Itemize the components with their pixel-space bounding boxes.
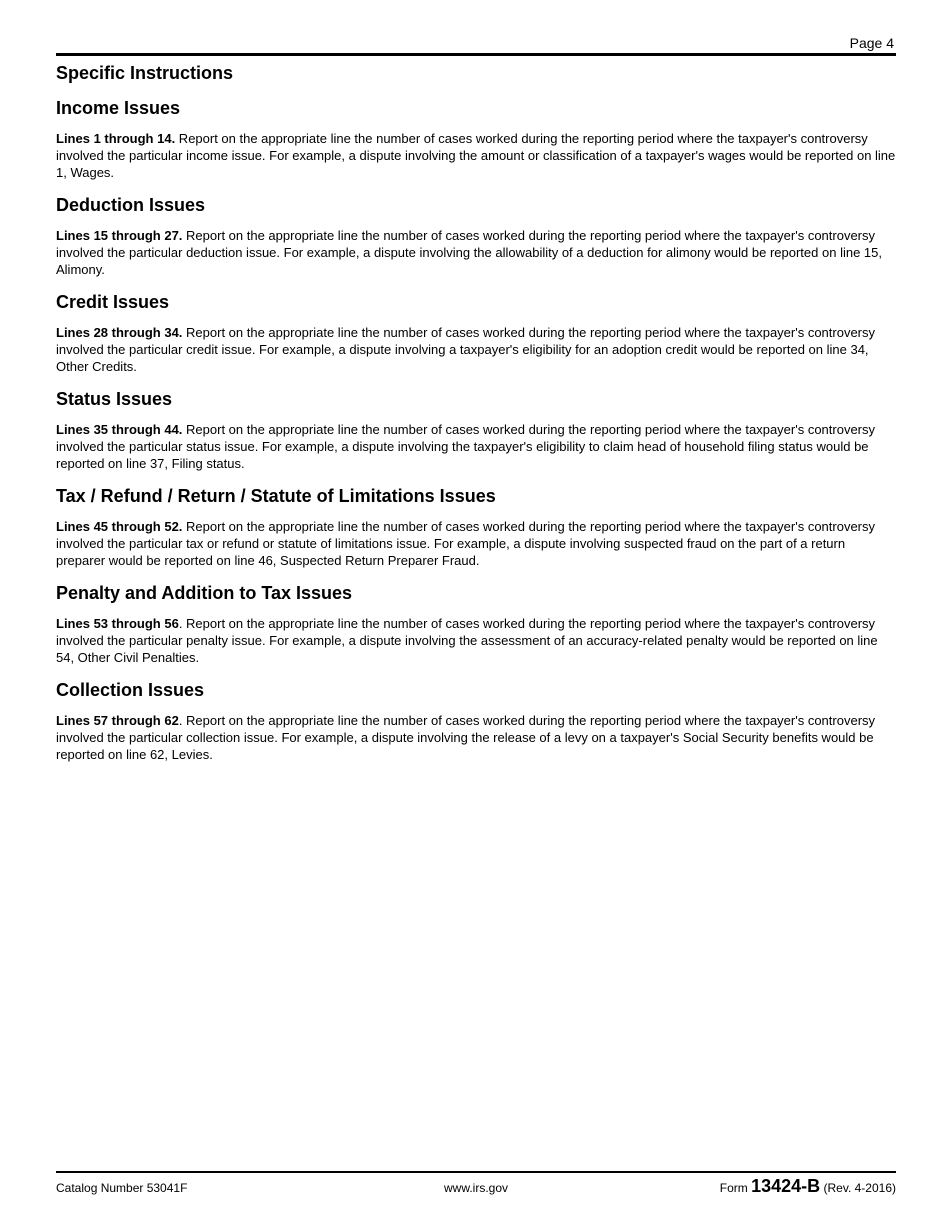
- form-number: 13424-B: [751, 1176, 821, 1196]
- website-link[interactable]: www.irs.gov: [443, 1181, 508, 1195]
- section-title: Penalty and Addition to Tax Issues: [56, 583, 353, 603]
- bottom-rule: [56, 1171, 896, 1173]
- section-collection-issues: [56, 679, 896, 763]
- section-credit-issues: [56, 291, 896, 375]
- section-penalty-issues: [56, 582, 896, 666]
- section-text: Report on the appropriate line the number of cases worked during the reporting period where the taxpayer's controversy involved the particular status issue. For example, a dispute involving the taxpayer's eligibility to claim head of household filing status would be reported on line 37, Filing status.: [56, 422, 876, 471]
- lines-label: Lines 1 through 14.: [56, 131, 176, 146]
- section-text: Report on the appropriate line the number of cases worked during the reporting period where the taxpayer's controversy involved the particular credit issue. For example, a dispute involving a taxpayer's eligibility for an adoption credit would be reported on line 34, Other Credits.: [56, 325, 876, 374]
- lines-label: Lines 53 through 56: [56, 616, 179, 631]
- section-paragraph: [56, 130, 896, 181]
- lines-label: Lines 35 through 44.: [56, 422, 183, 437]
- section-title: Tax / Refund / Return / Statute of Limitations Issues: [56, 486, 496, 506]
- form-word: Form: [719, 1181, 748, 1195]
- section-text: . Report on the appropriate line the number of cases worked during the reporting period where the taxpayer's controversy involved the particular collection issue. For example, a dispute involving the release of a levy on a taxpayer's Social Security benefits would be reported on line 62, Levies.: [56, 713, 876, 762]
- section-deduction-issues: [56, 194, 896, 278]
- section-status-issues: [56, 388, 896, 472]
- main-title: Specific Instructions: [56, 63, 234, 83]
- section-paragraph: [56, 615, 896, 666]
- instructions-content: [56, 62, 896, 763]
- section-paragraph: [56, 227, 896, 278]
- catalog-number: Catalog Number 53041F: [56, 1181, 188, 1195]
- section-income-issues: [56, 97, 896, 181]
- section-paragraph: [56, 712, 896, 763]
- section-text: . Report on the appropriate line the number of cases worked during the reporting period where the taxpayer's controversy involved the particular penalty issue. For example, a dispute involving the assessment of an accuracy-related penalty would be reported on line 54, Other Civil Penalties.: [56, 616, 878, 665]
- section-paragraph: [56, 518, 896, 569]
- section-text: Report on the appropriate line the number of cases worked during the reporting period where the taxpayer's controversy involved the particular deduction issue. For example, a dispute involving the allowability of a deduction for alimony would be reported on line 15, Alimony.: [56, 228, 882, 277]
- form-identifier: [720, 1176, 896, 1197]
- lines-label: Lines 28 through 34.: [56, 325, 183, 340]
- lines-label: Lines 57 through 62: [56, 713, 179, 728]
- section-text: Report on the appropriate line the number of cases worked during the reporting period where the taxpayer's controversy involved the particular income issue. For example, a dispute involving the amount or classification of a taxpayer's wages would be reported on line 1, Wages.: [56, 131, 896, 180]
- page-number: Page 4: [849, 35, 894, 51]
- section-text: Report on the appropriate line the number of cases worked during the reporting period where the taxpayer's controversy involved the particular tax or refund or statute of limitations issue. For example, a dispute involving suspected fraud on the part of a return preparer would be reported on line 46, Suspected Return Preparer Fraud.: [56, 519, 876, 568]
- top-rule: [56, 53, 896, 56]
- section-paragraph: [56, 324, 896, 375]
- section-title: Deduction Issues: [56, 195, 206, 215]
- page-footer: [56, 1176, 896, 1198]
- form-revision: (Rev. 4-2016): [823, 1181, 896, 1195]
- lines-label: Lines 45 through 52.: [56, 519, 183, 534]
- section-title: Credit Issues: [56, 292, 170, 312]
- lines-label: Lines 15 through 27.: [56, 228, 183, 243]
- section-paragraph: [56, 421, 896, 472]
- section-tax-refund-issues: [56, 485, 896, 569]
- section-title: Income Issues: [56, 98, 181, 118]
- section-title: Collection Issues: [56, 680, 205, 700]
- section-title: Status Issues: [56, 389, 173, 409]
